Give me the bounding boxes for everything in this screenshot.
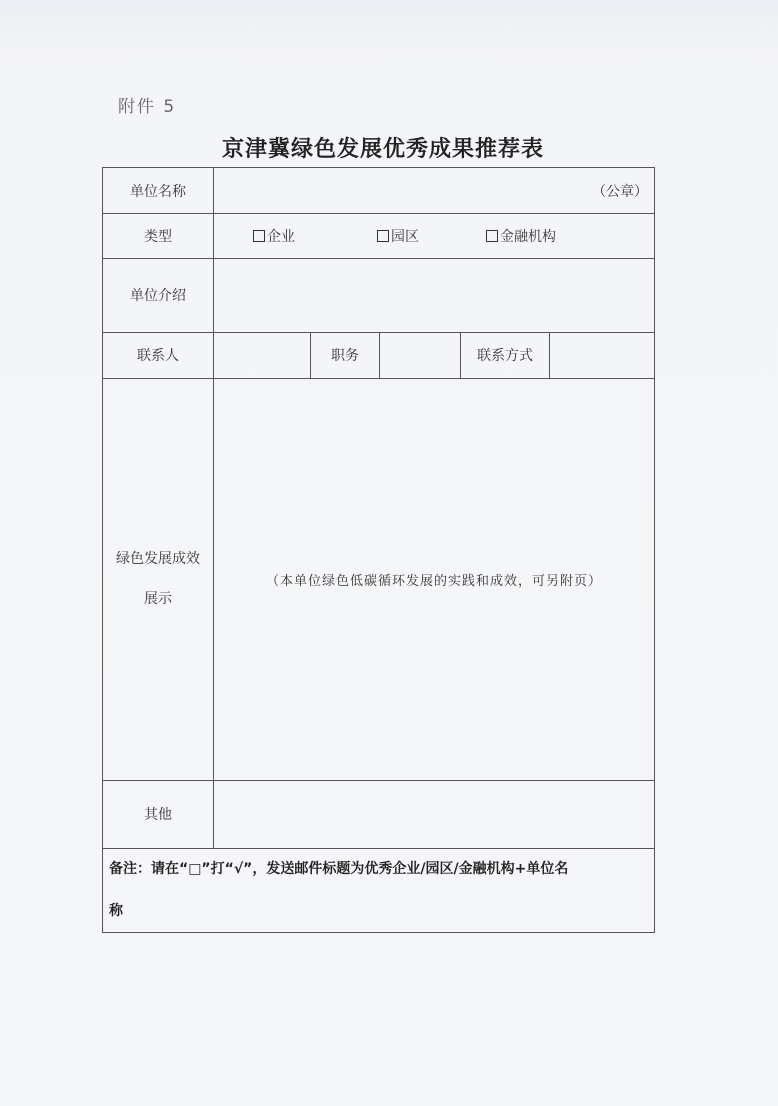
intro-field[interactable] [214,258,654,332]
form-title-text: 京津冀绿色发展优秀成果推荐表 [221,136,544,162]
achievement-field[interactable] [214,378,654,780]
checkbox-icon[interactable] [377,230,389,242]
row-type [103,213,654,259]
intro-label: 单位介绍 [130,288,186,304]
type-option-label: 企业 [267,228,295,245]
recommendation-form [102,167,655,933]
seal-label: （公章） [592,183,648,200]
type-label: 类型 [144,228,172,245]
attachment-label: 附件 5 [118,97,177,117]
row-note [103,848,654,932]
divider [213,213,214,258]
unit-name-label: 单位名称 [130,183,186,200]
contact-method-field[interactable] [550,332,654,378]
row-achievement [103,378,654,781]
type-option-label: 金融机构 [500,228,556,245]
checkbox-icon[interactable] [486,230,498,242]
note-text [109,848,649,932]
achievement-label [103,378,213,780]
contact-field[interactable] [214,332,310,378]
contact-method-label: 联系方式 [477,348,533,364]
row-unit-name [103,168,654,214]
checkbox-icon[interactable] [253,230,265,242]
type-option-label: 园区 [391,228,419,245]
row-contact [103,332,654,379]
row-other [103,780,654,849]
note-line2: 称 [109,903,123,919]
type-option-financial[interactable] [486,213,556,258]
note-line1: 备注：请在“□”打“√”，发送邮件标题为优秀企业/园区/金融机构+单位名 [109,861,569,877]
achievement-hint: （本单位绿色低碳循环发展的实践和成效，可另附页） [265,573,602,589]
contact-label: 联系人 [137,348,179,364]
achievement-label-line2: 展示 [144,591,172,607]
type-option-park[interactable] [377,213,419,258]
position-field[interactable] [380,332,460,378]
position-label: 职务 [331,348,359,364]
type-option-enterprise[interactable] [253,213,295,258]
row-intro [103,258,654,333]
unit-name-field[interactable] [214,168,654,213]
other-label: 其他 [144,807,172,823]
form-title [0,132,778,163]
other-field[interactable] [214,780,654,848]
achievement-label-line1: 绿色发展成效 [116,551,200,567]
